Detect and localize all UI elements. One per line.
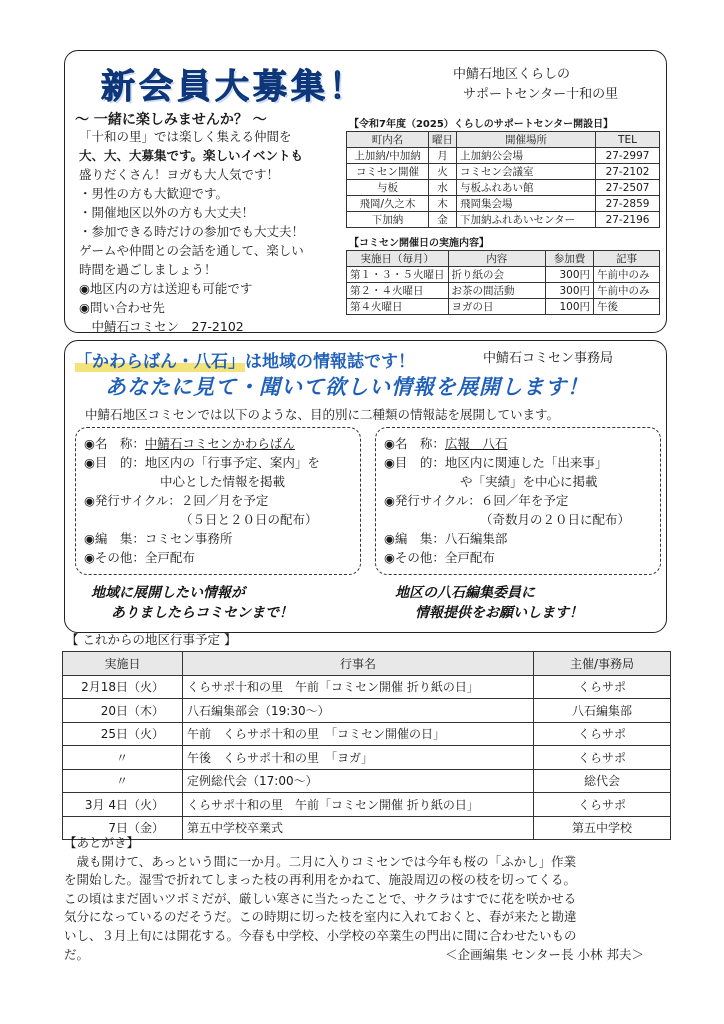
table-cell: くらサポ十和の里 午前「コミセン開催 折り紙の日」 (183, 675, 534, 699)
body-line: ・開催地区以外の方も大丈夫！ (79, 205, 255, 220)
callout-line: ありましたらコミセンまで！ (111, 605, 293, 621)
callout-left (91, 583, 293, 623)
table-cell: 八石編集部 (534, 699, 671, 723)
table-cell: 20日（木） (63, 699, 183, 723)
table-cell: 300円 (546, 267, 594, 283)
recruitment-panel (64, 50, 667, 333)
table-row (63, 722, 671, 746)
table-row (347, 180, 660, 196)
table-row (347, 212, 660, 228)
table-cell: 27-2507 (596, 180, 660, 196)
table-cell: 〃 (63, 746, 183, 770)
days-table (346, 131, 660, 228)
afterword-line: だ。 (64, 946, 90, 962)
callout-line: 情報提供をお願いします！ (415, 605, 583, 621)
table-cell: くらサポ (534, 746, 671, 770)
table-cell: 午後 くらサポ十和の里 「ヨガ」 (183, 746, 534, 770)
afterword-line: 歳も開けて、あっという間に一か月。二月に入りコミセンでは今年も桜の「ふかし」作業 (64, 853, 577, 869)
table-cell: コミセン開催 (347, 164, 429, 180)
table-cell: コミセン会議室 (457, 164, 596, 180)
body-line: ◉地区内の方は送迎も可能です (79, 281, 253, 296)
table-cell: 上加納公会場 (457, 148, 596, 164)
table-row (63, 699, 671, 723)
afterword-line: いし、３月上旬には開花する。今春も中学校、小学校の卒業生の門出に間に合わせたいもの (64, 927, 577, 943)
table-row (63, 746, 671, 770)
box-line: ◉目 的：地区内に関連した「出来事」 (384, 455, 608, 470)
body-line: 盛りだくさん！ヨガも大人気です！ (79, 167, 280, 182)
box-line: 中心とした情報を掲載 (160, 474, 286, 489)
box-line: ◉編 集：八石編集部 (384, 531, 508, 546)
newsletter-title-rest: は地域の情報誌です！ (245, 352, 415, 372)
box-name-row (384, 434, 660, 453)
table-cell: 下加納ふれあいセンター (457, 212, 596, 228)
table-row (63, 675, 671, 699)
body-line: ◉問い合わせ先 (79, 300, 165, 315)
table-cell: くらサポ (534, 793, 671, 817)
kawaraban-box (75, 427, 361, 575)
newsletter-title-quoted: 「かわらばん・八石」 (75, 352, 245, 372)
table-cell: 2月18日（火） (63, 675, 183, 699)
table-cell: 午前中のみ (594, 267, 660, 283)
body-line: 「十和の里」では楽しく集える仲間を (79, 129, 292, 144)
table-header: 実施日 (63, 652, 183, 676)
table-header-row (347, 132, 660, 148)
table-cell: 第２・４火曜日 (347, 283, 449, 299)
box-line: （５日と２０日の配布） (180, 512, 318, 527)
box-line: ◉発行サイクル：２回／月を予定 (84, 493, 269, 508)
table-row (347, 148, 660, 164)
newsletter-subtitle: あなたに見て・聞いて欲しい情報を展開します！ (105, 375, 589, 399)
callout-line: 地区の八石編集委員に (395, 585, 535, 601)
table-row (63, 769, 671, 793)
table-cell: 第五中学校 (534, 816, 671, 840)
body-line: 時間を過ごしましょう！ (79, 262, 217, 277)
table-cell: 金 (429, 212, 457, 228)
table-row (347, 267, 660, 283)
hachiishi-box (375, 427, 661, 575)
table-cell: 300円 (546, 283, 594, 299)
table-header: 町内名 (347, 132, 429, 148)
afterword-last-row (64, 946, 674, 965)
body-line: ・男性の方も大歓迎です。 (79, 186, 229, 201)
table-cell: 100円 (546, 299, 594, 315)
box-name-row (84, 434, 360, 453)
table-row (347, 164, 660, 180)
table-cell: 27-2859 (596, 196, 660, 212)
center-name-line2: サポートセンター十和の里 (463, 87, 619, 102)
table-cell: 27-2196 (596, 212, 660, 228)
table-cell: くらサポ (534, 722, 671, 746)
table-row (347, 196, 660, 212)
table-cell: 午前中のみ (594, 283, 660, 299)
box-line: や「実績」を中心に掲載 (460, 474, 598, 489)
table-cell: 水 (429, 180, 457, 196)
box-name-value: 広報 八石 (444, 436, 508, 451)
box-name-value: 中鯖石コミセンかわらばん (144, 436, 295, 451)
table-row (63, 793, 671, 817)
table-cell: 与板ふれあい館 (457, 180, 596, 196)
table-cell: お茶の間活動 (448, 283, 546, 299)
table-cell: くらサポ (534, 675, 671, 699)
table-cell: 折り紙の会 (448, 267, 546, 283)
content-table-caption: 【コミセン開催日の実施内容】 (349, 238, 489, 249)
table-cell: 3月 4日（火） (63, 793, 183, 817)
afterword-line: を開始した。湿雪で折れてしまった枝の再利用をかねて、施設周辺の桜の枝を切ってくる。 (64, 872, 576, 888)
table-cell: 定例総代会（17:00～） (183, 769, 534, 793)
table-cell: 火 (429, 164, 457, 180)
afterword-line: この頃はまだ固いツボミだが、厳しい寒さに当たったことで、サクラはすでに花を咲かせる (64, 890, 577, 906)
table-header: 参加費 (546, 251, 594, 267)
afterword-heading: 【あとがき】 (64, 835, 140, 850)
box-line: ◉編 集：コミセン事務所 (84, 531, 233, 546)
afterword-line: 気分になっているのだそうだ。この時期に切った枝を室内に入れておくと、春が来たと勘違 (64, 909, 577, 925)
callout-line: 地域に展開したい情報が (91, 585, 245, 601)
table-cell: 飛岡/久之木 (347, 196, 429, 212)
box-line: ◉発行サイクル：６回／年を予定 (384, 493, 569, 508)
table-header: 内容 (448, 251, 546, 267)
box-line: ◉目 的：地区内の「行事予定、案内」を (84, 455, 320, 470)
table-row (347, 299, 660, 315)
table-cell: 木 (429, 196, 457, 212)
table-cell: 午後 (594, 299, 660, 315)
days-table-caption: 【令和7年度（2025）くらしのサポートセンター開設日】 (349, 119, 614, 130)
newsletter-intro: 中鯖石地区コミセンでは以下のような、目的別に二種類の情報誌を展開しています。 (85, 407, 560, 422)
table-cell: くらサポ十和の里 午前「コミセン開催 折り紙の日」 (183, 793, 534, 817)
table-cell: 25日（火） (63, 722, 183, 746)
center-name-line1: 中鯖石地区くらしの (453, 67, 571, 82)
newsletter-title (75, 347, 415, 372)
box-line: （奇数月の２０日に配布） (480, 512, 631, 527)
content-table (346, 250, 660, 315)
table-header: 行事名 (183, 652, 534, 676)
body-line: ・参加できる時だけの参加でも大丈夫！ (79, 224, 305, 239)
table-row (347, 283, 660, 299)
table-header: 実施日（毎月） (347, 251, 449, 267)
body-line: 大、大、大募集です。楽しいイベントも (79, 148, 304, 163)
recruitment-subhead: ～ 一緒に楽しみませんか？ ～ (75, 112, 267, 128)
newsletter-panel (64, 340, 667, 633)
table-cell: 月 (429, 148, 457, 164)
box-name-label: ◉名 称： (84, 436, 145, 451)
table-cell: 午前 くらサポ十和の里 「コミセン開催の日」 (183, 722, 534, 746)
table-cell: 上加納/中加納 (347, 148, 429, 164)
table-cell: 飛岡集会場 (457, 196, 596, 212)
table-header: 開催場所 (457, 132, 596, 148)
body-line: ゲームや仲間との会話を通して、楽しい (79, 243, 304, 258)
box-name-label: ◉名 称： (384, 436, 445, 451)
table-header: 記事 (594, 251, 660, 267)
table-cell: 〃 (63, 769, 183, 793)
newsletter-org: 中鯖石コミセン事務局 (483, 351, 614, 366)
table-cell: 第１・３・５火曜日 (347, 267, 449, 283)
schedule-table (62, 651, 671, 840)
table-header: TEL (596, 132, 660, 148)
body-line: 中鯖石コミセン 27-2102 (79, 319, 244, 334)
table-cell: 第４火曜日 (347, 299, 449, 315)
table-header-row (347, 251, 660, 267)
table-cell: 八石編集部会（19:30～） (183, 699, 534, 723)
table-cell: 与板 (347, 180, 429, 196)
box-line: ◉その他：全戸配布 (384, 550, 495, 565)
box-line: ◉その他：全戸配布 (84, 550, 195, 565)
table-cell: 第五中学校卒業式 (183, 816, 534, 840)
table-cell: ヨガの日 (448, 299, 546, 315)
afterword (64, 834, 674, 964)
table-header: 曜日 (429, 132, 457, 148)
callout-right (395, 583, 583, 623)
schedule-caption: 【 これからの地区行事予定 】 (66, 632, 237, 647)
table-cell: 総代会 (534, 769, 671, 793)
table-cell: 7日（金） (63, 816, 183, 840)
recruitment-body (79, 127, 349, 336)
table-header: 主催/事務局 (534, 652, 671, 676)
recruitment-title: 新会員大募集！ (101, 67, 367, 107)
table-cell: 27-2102 (596, 164, 660, 180)
afterword-signature: ＜企画編集 センター長 小林 邦夫＞ (445, 946, 644, 962)
table-cell: 27-2997 (596, 148, 660, 164)
table-header-row (63, 652, 671, 676)
table-cell: 下加納 (347, 212, 429, 228)
